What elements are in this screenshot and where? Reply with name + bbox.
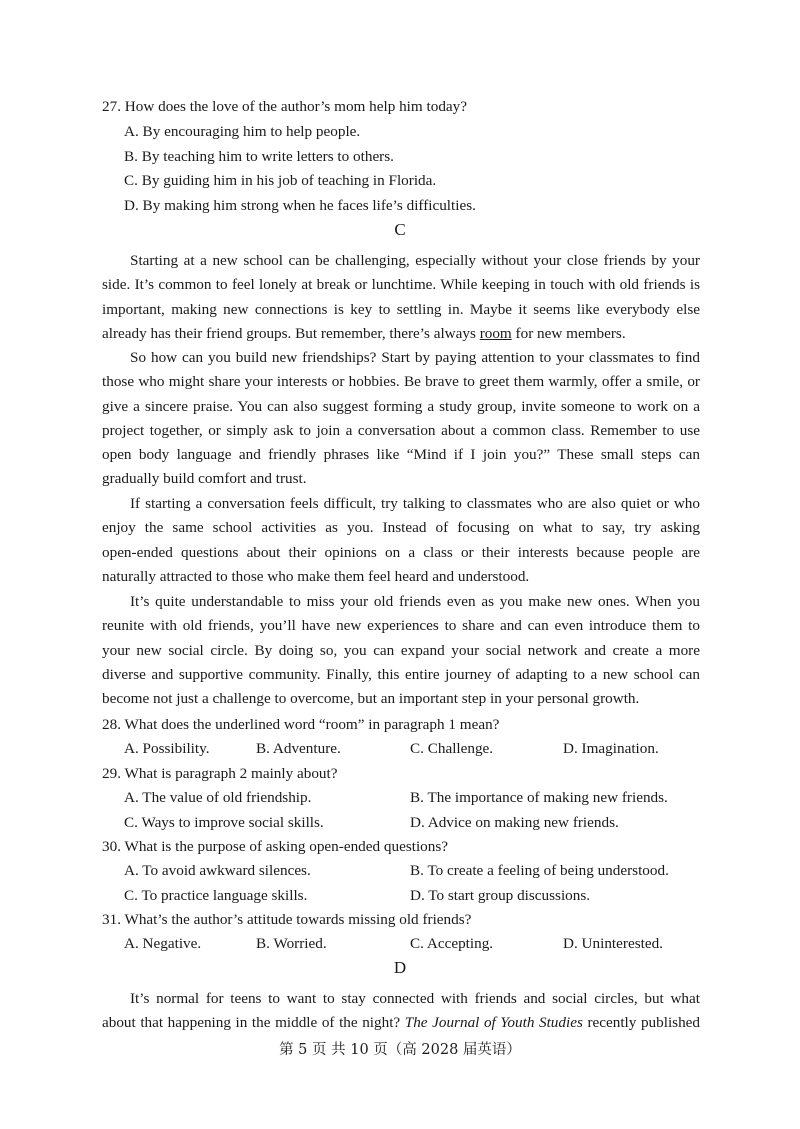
question-29-option-c: C. Ways to improve social skills. xyxy=(124,814,324,831)
paragraph-line: become not just a challenge to overcome, but an important step in your personal growth. xyxy=(102,690,640,708)
question-28-option-a: A. Possibility. xyxy=(124,740,210,757)
question-27-stem: 27. How does the love of the author’s mom help him today? xyxy=(102,98,467,115)
question-27-option-c: C. By guiding him in his job of teaching in Florida. xyxy=(124,172,437,189)
question-29-stem: 29. What is paragraph 2 mainly about? xyxy=(102,765,338,782)
section-c-heading: C xyxy=(394,220,406,239)
text-segment: recently published xyxy=(582,1014,701,1032)
paragraph-line: gradually build comfort and trust. xyxy=(102,470,307,488)
paragraph-line: open-ended questions about their opinions on a class or their interests because people are xyxy=(102,543,700,561)
paragraph-line: those who might share your interests or hobbies. Be brave to greet them warmly, offer a smile, or xyxy=(102,373,700,391)
paragraph-line: side. It’s common to feel lonely at break or lunchtime. While keeping in touch with old friends is xyxy=(102,276,700,294)
paragraph-line: important, making new connections is key to settling in. Maybe it seems like everybody else xyxy=(102,300,700,318)
question-28-option-b: B. Adventure. xyxy=(256,740,341,757)
paragraph-line: open body language and friendly phrases like “Mind if I join you?” These small steps can xyxy=(102,446,700,464)
question-30-option-a: A. To avoid awkward silences. xyxy=(124,862,311,879)
question-28-option-c: C. Challenge. xyxy=(410,740,494,757)
paragraph-line: enjoy the same school activities as you. Instead of focusing on what to say, try asking xyxy=(102,519,700,537)
paragraph-line: reunite with old friends, you’ll have new experiences to share and can even introduce them to xyxy=(102,617,700,635)
section-c-paragraph-3 xyxy=(102,492,700,589)
section-c-paragraph-2 xyxy=(102,346,700,492)
question-31-option-d: D. Uninterested. xyxy=(563,935,663,952)
section-c-paragraph-4 xyxy=(102,590,700,711)
question-27-option-b: B. By teaching him to write letters to others. xyxy=(124,148,394,165)
journal-title: The Journal of Youth Studies xyxy=(404,1014,583,1032)
question-30-stem: 30. What is the purpose of asking open-ended questions? xyxy=(102,838,449,855)
paragraph-line: your new social circle. By doing so, you can expand your social network and create a more xyxy=(102,641,700,659)
question-30-option-d: D. To start group discussions. xyxy=(410,887,591,904)
question-31-stem: 31. What’s the author’s attitude towards missing old friends? xyxy=(102,911,472,928)
text-segment: for new members. xyxy=(511,324,626,342)
paragraph-line: It’s quite understandable to miss your old friends even as you make new ones. When you xyxy=(130,593,700,610)
question-31-option-b: B. Worried. xyxy=(256,935,327,952)
question-29-option-a: A. The value of old friendship. xyxy=(124,789,312,806)
underlined-word-room: room xyxy=(479,324,512,342)
paragraph-line: project together, or simply ask to join a conversation about a common class. Remember to use xyxy=(102,421,700,439)
question-30-option-b: B. To create a feeling of being understood. xyxy=(410,862,669,879)
paragraph-line: give a sincere praise. You can also suggest forming a study group, invite someone to work on a xyxy=(102,397,700,415)
paragraph-line: Starting at a new school can be challenging, especially without your close friends by your xyxy=(130,252,700,269)
paragraph-line: So how can you build new friendships? Start by paying attention to your classmates to find xyxy=(130,349,700,366)
question-28-option-d: D. Imagination. xyxy=(563,740,659,757)
text-segment: already has their friend groups. But remember, there’s always xyxy=(102,324,480,342)
section-d-heading: D xyxy=(393,958,407,977)
section-d-paragraph-1 xyxy=(102,987,700,1036)
question-31-option-a: A. Negative. xyxy=(124,935,202,952)
question-27-option-a: A. By encouraging him to help people. xyxy=(124,123,361,140)
text-segment: about that happening in the middle of the night? xyxy=(102,1014,405,1032)
paragraph-line xyxy=(102,322,700,346)
question-28-stem: 28. What does the underlined word “room” in paragraph 1 mean? xyxy=(102,716,500,733)
page-footer: 第 5 页 共 10 页（高 2028 届英语） xyxy=(279,1042,521,1058)
paragraph-line xyxy=(102,1011,700,1035)
paragraph-line: It’s normal for teens to want to stay connected with friends and social circles, but what xyxy=(130,990,700,1007)
paragraph-line: diverse and supportive community. Finally, this entire journey of adapting to a new school can xyxy=(102,665,700,683)
question-31-option-c: C. Accepting. xyxy=(410,935,494,952)
paragraph-line: naturally attracted to those who make them feel heard and understood. xyxy=(102,567,530,585)
question-27-option-d: D. By making him strong when he faces life’s difficulties. xyxy=(124,197,476,214)
question-29-option-b: B. The importance of making new friends. xyxy=(410,789,668,806)
question-29-option-d: D. Advice on making new friends. xyxy=(410,814,619,831)
question-30-option-c: C. To practice language skills. xyxy=(124,887,308,904)
paragraph-line: If starting a conversation feels difficult, try talking to classmates who are also quiet or who xyxy=(130,495,700,512)
section-c-paragraph-1 xyxy=(102,249,700,346)
